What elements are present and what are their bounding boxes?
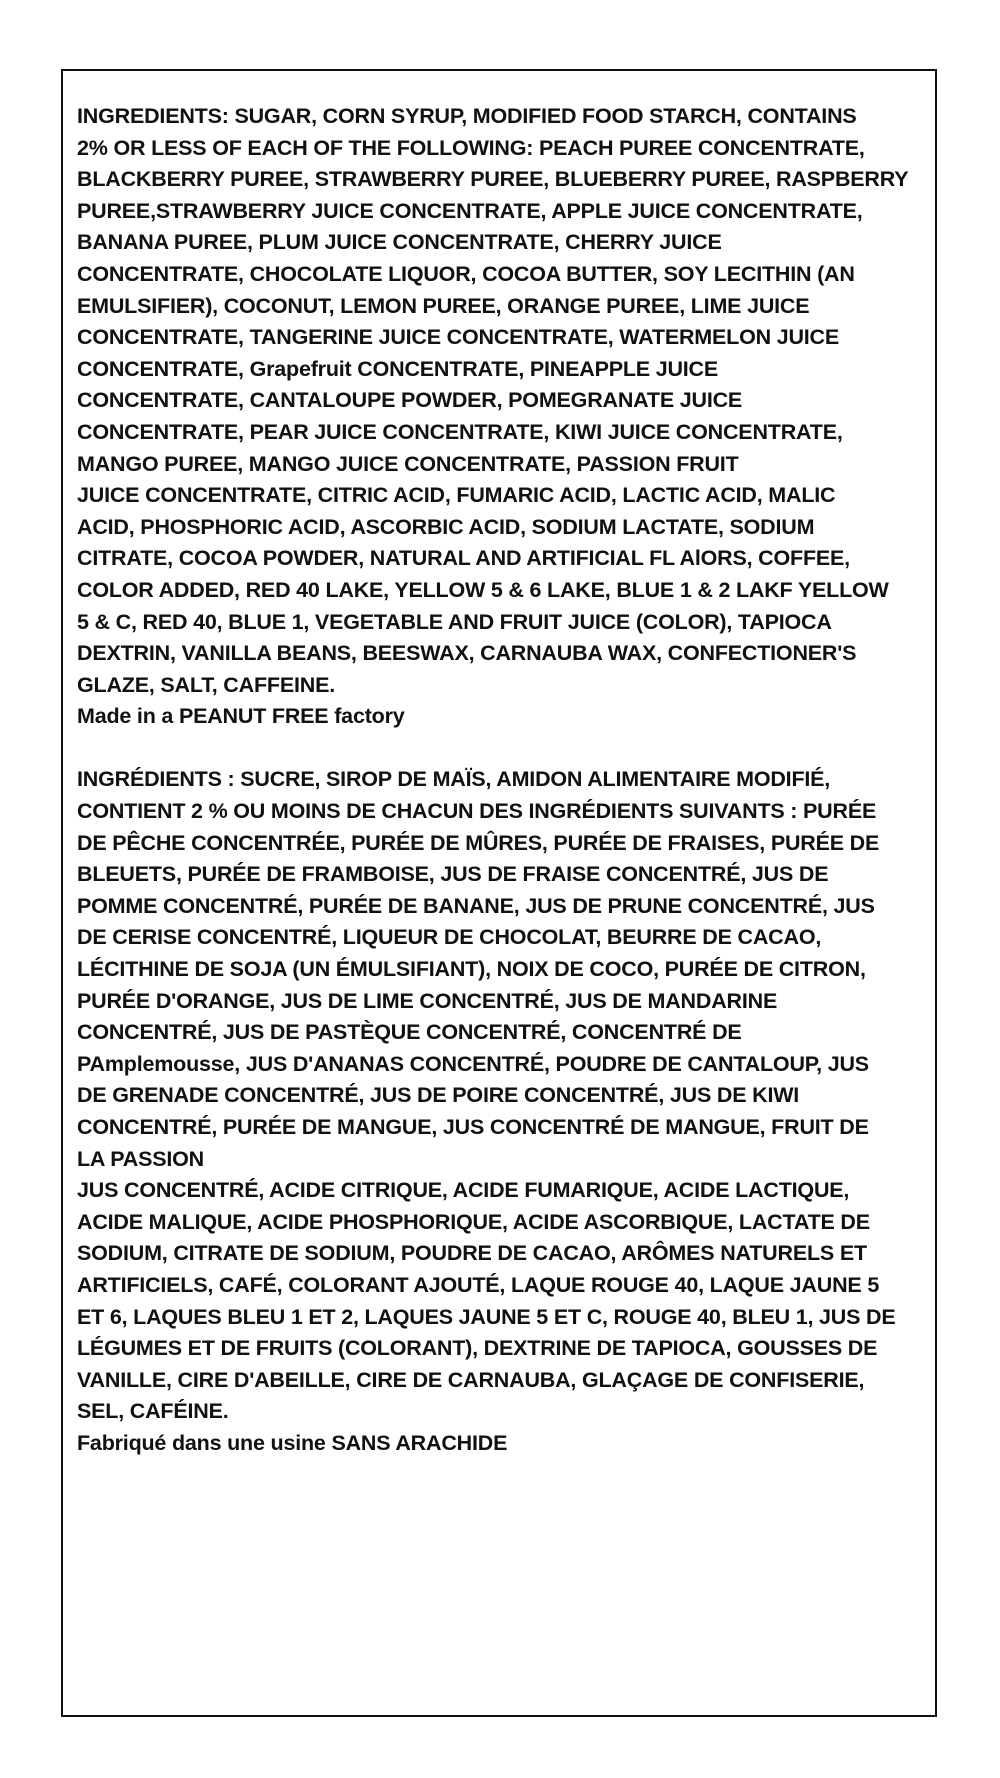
section-spacer <box>77 733 929 765</box>
french-facility-note: Fabriqué dans une usine SANS ARACHIDE <box>77 1430 508 1455</box>
french-ingredients: INGRÉDIENTS : SUCRE, SIROP DE MAÏS, AMIDON ALIMENTAIRE MODIFIÉ, CONTIENT 2 % OU MOINS DE CHACUN DES INGRÉDIENTS SUIVANTS : PURÉE DE PÊCHE CONCENTRÉE, PURÉE DE MÛRES, PURÉE DE FRAISES, PURÉE DE BLEUETS, PURÉE DE FRAMBOISE, JUS DE FRAISE CONCENTRÉ, JUS DE POMME CONCENTRÉ, PURÉE DE BANANE, JUS DE PRUNE CONCENTRÉ, JUS DE CERISE CONCENTRÉ, LIQUEUR DE CHOCOLAT, BEURRE DE CACAO, LÉCITHINE DE SOJA (UN ÉMULSIFIANT), NOIX DE COCO, PURÉE DE CITRON, PURÉE D'ORANGE, JUS DE LIME CONCENTRÉ, JUS DE MANDARINE CONCENTRÉ, JUS DE PASTÈQUE CONCENTRÉ, CONCENTRÉ DE PAmplemousse, JUS D'ANANAS CONCENTRÉ, POUDRE DE CANTALOUP, JUS DE GRENADE CONCENTRÉ, JUS DE POIRE CONCENTRÉ, JUS DE KIWI CONCENTRÉ, PURÉE DE MANGUE, JUS CONCENTRÉ DE MANGUE, FRUIT DE LA PASSION JUS CONCENTRÉ, ACIDE CITRIQUE, ACIDE FUMARIQUE, ACIDE LACTIQUE, ACIDE MALIQUE, ACIDE PHOSPHORIQUE, ACIDE ASCORBIQUE, LACTATE DE SODIUM, CITRATE DE SODIUM, POUDRE DE CACAO, ARÔMES NATURELS ET ARTIFICIELS, CAFÉ, COLORANT AJOUTÉ, LAQUE ROUGE 40, LAQUE JAUNE 5 ET 6, LAQUES BLEU 1 ET 2, LAQUES JAUNE 5 ET C, ROUGE 40, BLEU 1, JUS DE LÉGUMES ET DE FRUITS (COLORANT), DEXTRINE DE TAPIOCA, GOUSSES DE VANILLE, CIRE D'ABEILLE, CIRE DE CARNAUBA, GLAÇAGE DE CONFISERIE, SEL, CAFÉINE. <box>77 767 896 1424</box>
english-facility-note: Made in a PEANUT FREE factory <box>77 704 405 729</box>
ingredient-label-frame <box>61 69 937 1717</box>
ingredient-label-text <box>77 101 929 1460</box>
english-ingredients: INGREDIENTS: SUGAR, CORN SYRUP, MODIFIED FOOD STARCH, CONTAINS 2% OR LESS OF EACH OF THE FOLLOWING: PEACH PUREE CONCENTRATE, BLACKBERRY PUREE, STRAWBERRY PUREE, BLUEBERRY PUREE, RASPBERRY PUREE,STRAWBERRY JUICE CONCENTRATE, APPLE JUICE CONCENTRATE, BANANA PUREE, PLUM JUICE CONCENTRATE, CHERRY JUICE CONCENTRATE, CHOCOLATE LIQUOR, COCOA BUTTER, SOY LECITHIN (AN EMULSIFIER), COCONUT, LEMON PUREE, ORANGE PUREE, LIME JUICE CONCENTRATE, TANGERINE JUICE CONCENTRATE, WATERMELON JUICE CONCENTRATE, Grapefruit CONCENTRATE, PINEAPPLE JUICE CONCENTRATE, CANTALOUPE POWDER, POMEGRANATE JUICE CONCENTRATE, PEAR JUICE CONCENTRATE, KIWI JUICE CONCENTRATE, MANGO PUREE, MANGO JUICE CONCENTRATE, PASSION FRUIT JUICE CONCENTRATE, CITRIC ACID, FUMARIC ACID, LACTIC ACID, MALIC ACID, PHOSPHORIC ACID, ASCORBIC ACID, SODIUM LACTATE, SODIUM CITRATE, COCOA POWDER, NATURAL AND ARTIFICIAL FL AlORS, COFFEE, COLOR ADDED, RED 40 LAKE, YELLOW 5 & 6 LAKE, BLUE 1 & 2 LAKF YELLOW 5 & C, RED 40, BLUE 1, VEGETABLE AND FRUIT JUICE (COLOR), TAPIOCA DEXTRIN, VANILLA BEANS, BEESWAX, CARNAUBA WAX, CONFECTIONER'S GLAZE, SALT, CAFFEINE. <box>77 104 909 697</box>
